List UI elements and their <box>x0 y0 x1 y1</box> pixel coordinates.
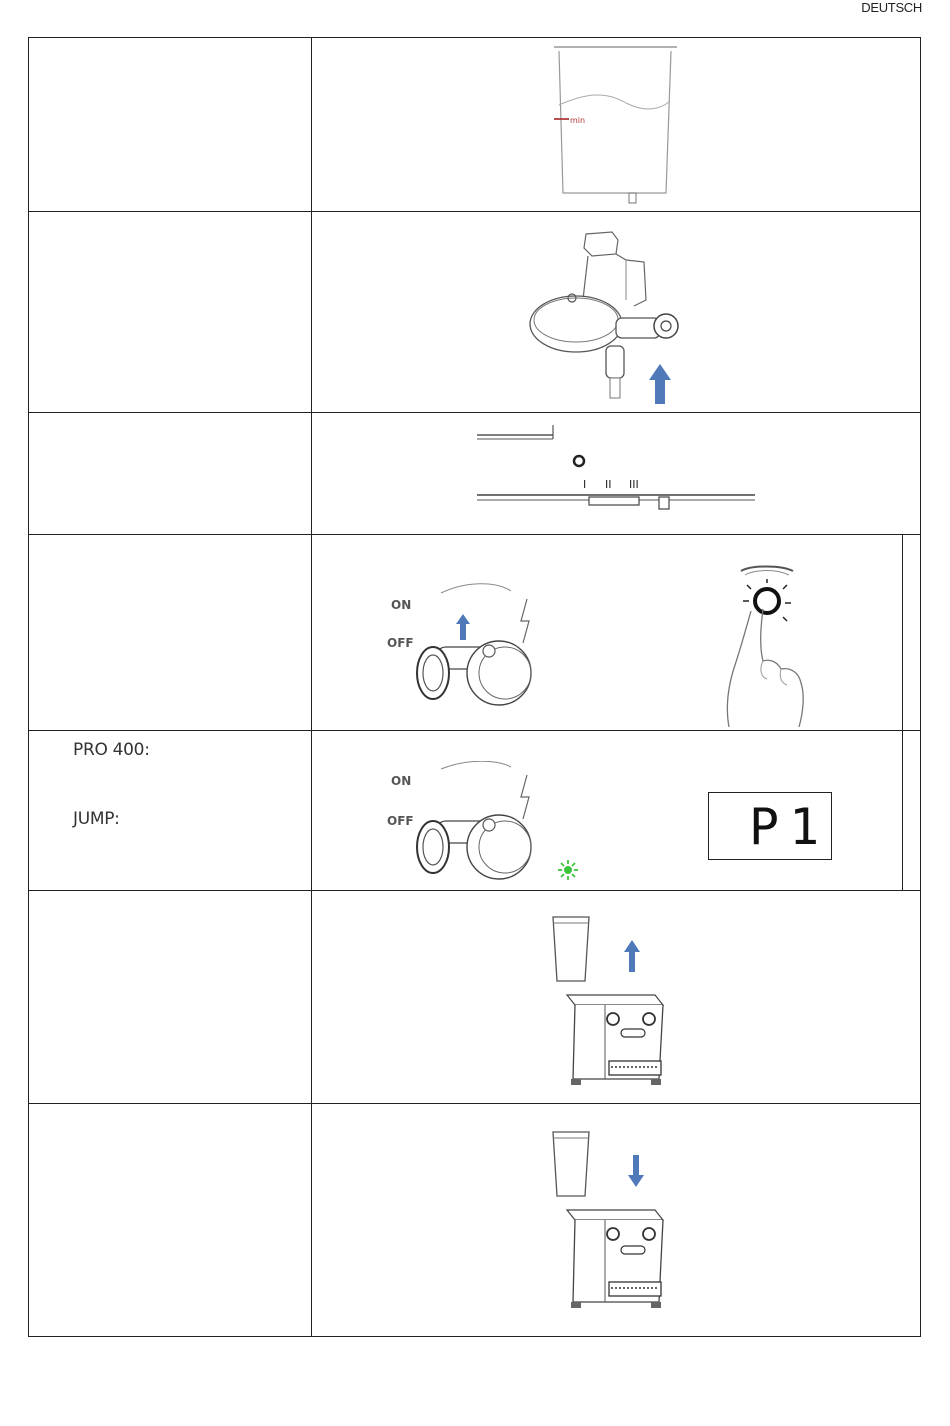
description-cell <box>29 212 312 412</box>
description-cell <box>29 731 312 890</box>
column-divider <box>902 535 903 730</box>
switch-label-1: I <box>583 478 587 491</box>
language-label: DEUTSCH <box>861 0 922 15</box>
description-cell <box>29 38 312 211</box>
model-label-pro400: PRO 400: <box>73 740 150 760</box>
table-row <box>28 891 921 1104</box>
table-row <box>28 413 921 535</box>
table-row <box>28 731 921 891</box>
table-row <box>28 1104 921 1337</box>
arrow-up-icon <box>623 939 641 973</box>
off-label: OFF <box>387 636 414 650</box>
tank-insertion-illustration <box>551 1126 701 1322</box>
switch-label-2: II <box>605 478 612 491</box>
program-display <box>708 792 832 860</box>
power-switch-illustration <box>381 581 571 711</box>
description-cell <box>29 535 312 730</box>
finger-press-illustration <box>711 565 831 727</box>
display-readout: P1 <box>749 798 830 856</box>
steam-valve-illustration <box>526 220 706 408</box>
instruction-table <box>28 37 923 1338</box>
illustration-cell <box>311 891 920 1103</box>
description-cell <box>29 891 312 1103</box>
illustration-cell <box>311 731 920 890</box>
description-cell <box>29 1104 312 1336</box>
arrow-up-icon <box>455 613 471 641</box>
green-led-icon <box>557 859 579 881</box>
table-row <box>28 212 921 413</box>
illustration-cell <box>311 413 920 534</box>
on-label: ON <box>391 774 412 788</box>
water-tank-illustration <box>551 43 691 208</box>
description-cell <box>29 413 312 534</box>
table-row <box>28 37 921 212</box>
power-switch-illustration <box>381 761 571 887</box>
illustration-cell <box>311 535 920 730</box>
on-label: ON <box>391 598 412 612</box>
min-marker-label: min <box>570 116 586 125</box>
arrow-up-icon <box>648 362 672 406</box>
illustration-cell <box>311 1104 920 1336</box>
model-label-jump: JUMP: <box>73 809 120 829</box>
table-row <box>28 535 921 731</box>
illustration-cell <box>311 212 920 412</box>
arrow-down-icon <box>627 1154 645 1188</box>
column-divider <box>902 731 903 890</box>
illustration-cell <box>311 38 920 211</box>
off-label: OFF <box>387 814 414 828</box>
switch-panel-illustration <box>471 417 761 517</box>
switch-label-3: III <box>629 478 639 491</box>
